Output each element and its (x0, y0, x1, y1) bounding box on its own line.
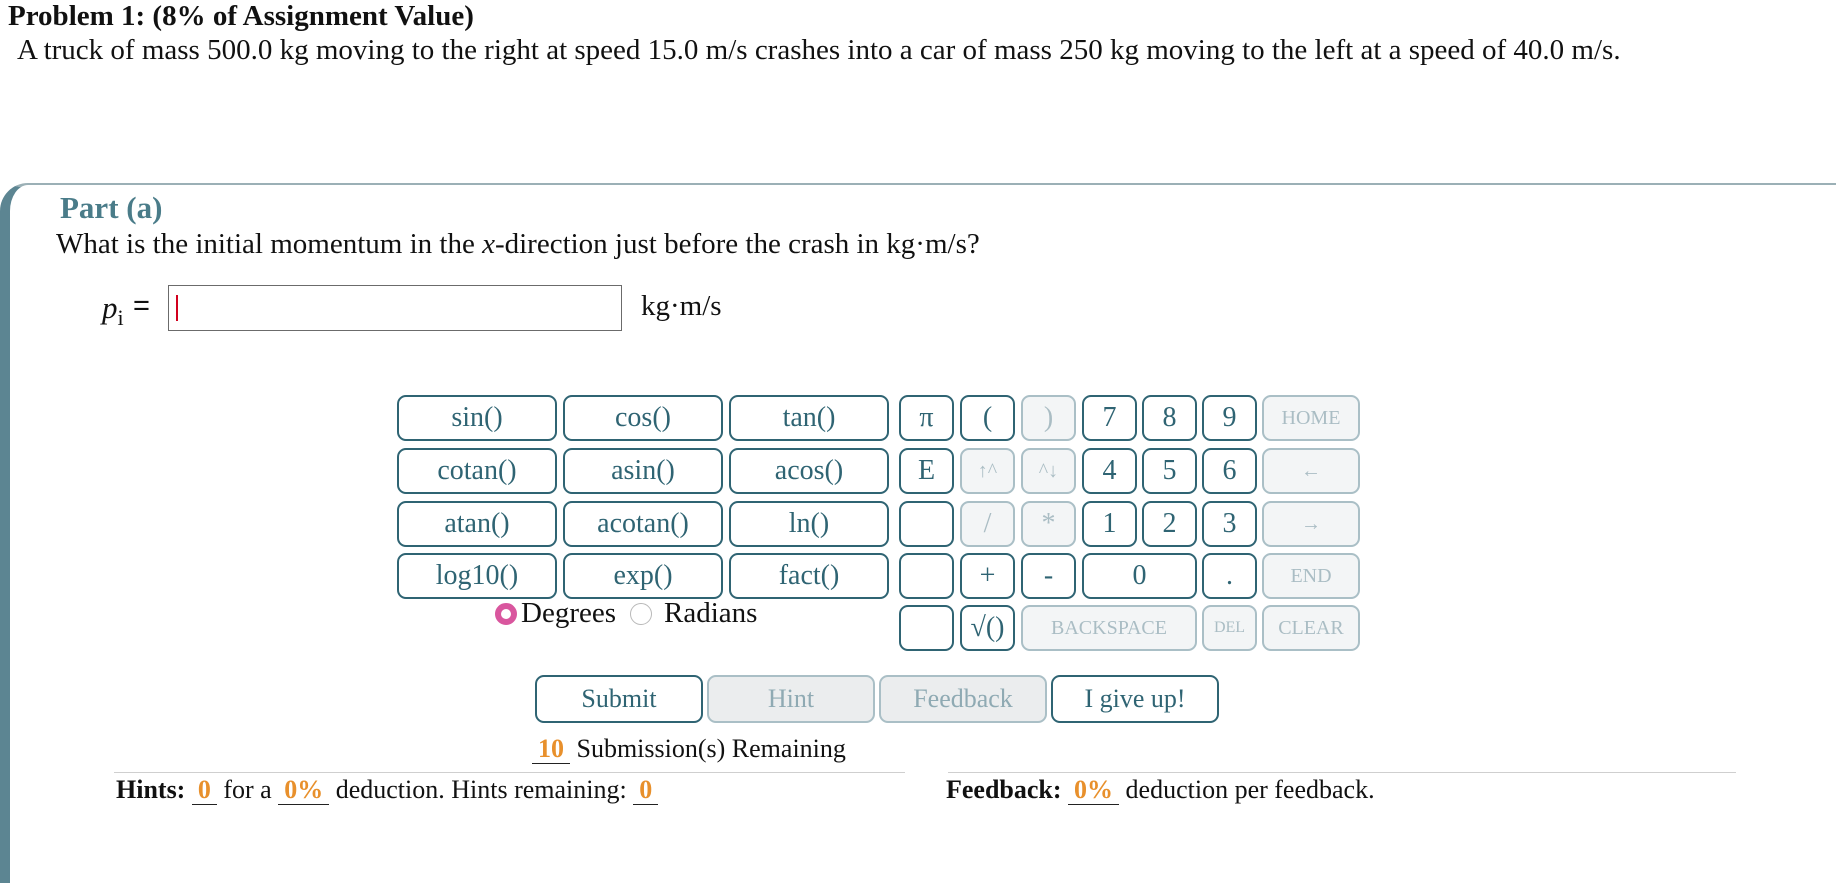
log10-button[interactable]: log10() (397, 553, 557, 599)
fact-button[interactable]: fact() (729, 553, 889, 599)
cursor-right-button[interactable]: → (1262, 501, 1360, 547)
problem-title: Problem 1: (8% of Assignment Value) (8, 0, 474, 32)
variable-symbol: p (102, 290, 118, 325)
hints-deduction: 0% (278, 776, 329, 805)
radians-radio[interactable] (630, 603, 652, 625)
pi-button[interactable]: π (899, 395, 954, 441)
multiply-button[interactable]: * (1021, 501, 1076, 547)
acos-button[interactable]: acos() (729, 448, 889, 494)
blank-key[interactable] (899, 553, 954, 599)
question-variable: x (482, 228, 495, 260)
open-paren-button[interactable]: ( (960, 395, 1015, 441)
submissions-remaining (532, 734, 846, 764)
hints-info (116, 775, 658, 805)
acotan-button[interactable]: acotan() (563, 501, 723, 547)
digit-5-button[interactable]: 5 (1142, 448, 1197, 494)
feedback-info (946, 775, 1375, 805)
sin-button[interactable]: sin() (397, 395, 557, 441)
problem-statement: A truck of mass 500.0 kg moving to the right at speed 15.0 m/s crashes into a car of mass 250 kg moving to the left at a speed of 40.0 m/s. (17, 34, 1621, 66)
hint-button[interactable]: Hint (707, 675, 875, 723)
delete-button[interactable]: DEL (1202, 605, 1257, 651)
blank-key[interactable] (899, 501, 954, 547)
hints-remaining: 0 (633, 776, 658, 805)
home-button[interactable]: HOME (1262, 395, 1360, 441)
equals-sign: = (133, 290, 150, 322)
atan-button[interactable]: atan() (397, 501, 557, 547)
tan-button[interactable]: tan() (729, 395, 889, 441)
feedback-button[interactable]: Feedback (879, 675, 1047, 723)
digit-4-button[interactable]: 4 (1082, 448, 1137, 494)
degrees-label[interactable]: Degrees (521, 597, 617, 629)
part-title: Part (a) (60, 190, 163, 225)
hints-count: 0 (192, 776, 217, 805)
divide-button[interactable]: / (960, 501, 1015, 547)
hints-deduction-text: deduction. Hints remaining: (335, 775, 627, 804)
digit-7-button[interactable]: 7 (1082, 395, 1137, 441)
variable-subscript: i (117, 305, 124, 331)
text-caret (176, 295, 178, 321)
answer-variable-label (102, 290, 124, 331)
digit-6-button[interactable]: 6 (1202, 448, 1257, 494)
radians-label[interactable]: Radians (664, 597, 758, 629)
up-arrow-button[interactable]: ↑^ (960, 448, 1015, 494)
hints-label: Hints: (116, 775, 186, 804)
feedback-label: Feedback: (946, 775, 1062, 804)
submit-button[interactable]: Submit (535, 675, 703, 723)
unit-label: kg·m/s (641, 290, 722, 322)
plus-button[interactable]: + (960, 553, 1015, 599)
digit-9-button[interactable]: 9 (1202, 395, 1257, 441)
answer-input[interactable] (168, 285, 622, 331)
blank-key[interactable] (899, 605, 954, 651)
question-post: -direction just before the crash in kg·m/s? (494, 228, 980, 260)
close-paren-button[interactable]: ) (1021, 395, 1076, 441)
digit-1-button[interactable]: 1 (1082, 501, 1137, 547)
feedback-deduction: 0% (1068, 776, 1119, 805)
digit-0-button[interactable]: 0 (1082, 553, 1197, 599)
clear-button[interactable]: CLEAR (1262, 605, 1360, 651)
backspace-button[interactable]: BACKSPACE (1021, 605, 1197, 651)
divider-hints (114, 772, 905, 773)
cursor-left-button[interactable]: ← (1262, 448, 1360, 494)
exp-button[interactable]: exp() (563, 553, 723, 599)
ln-button[interactable]: ln() (729, 501, 889, 547)
down-arrow-button[interactable]: ^↓ (1021, 448, 1076, 494)
asin-button[interactable]: asin() (563, 448, 723, 494)
hints-for-a: for a (223, 775, 272, 804)
digit-2-button[interactable]: 2 (1142, 501, 1197, 547)
part-question (56, 228, 980, 261)
digit-8-button[interactable]: 8 (1142, 395, 1197, 441)
question-pre: What is the initial momentum in the (56, 228, 483, 260)
divider-feedback (948, 772, 1736, 773)
angle-mode-group (495, 597, 757, 630)
give-up-button[interactable]: I give up! (1051, 675, 1219, 723)
end-button[interactable]: END (1262, 553, 1360, 599)
e-button[interactable]: E (899, 448, 954, 494)
digit-3-button[interactable]: 3 (1202, 501, 1257, 547)
cotan-button[interactable]: cotan() (397, 448, 557, 494)
degrees-radio[interactable] (495, 603, 517, 625)
feedback-text: deduction per feedback. (1125, 775, 1375, 804)
decimal-point-button[interactable]: . (1202, 553, 1257, 599)
sqrt-button[interactable]: √() (960, 605, 1015, 651)
minus-button[interactable]: - (1021, 553, 1076, 599)
submissions-label: Submission(s) Remaining (570, 734, 846, 763)
cos-button[interactable]: cos() (563, 395, 723, 441)
submissions-count: 10 (532, 735, 570, 764)
